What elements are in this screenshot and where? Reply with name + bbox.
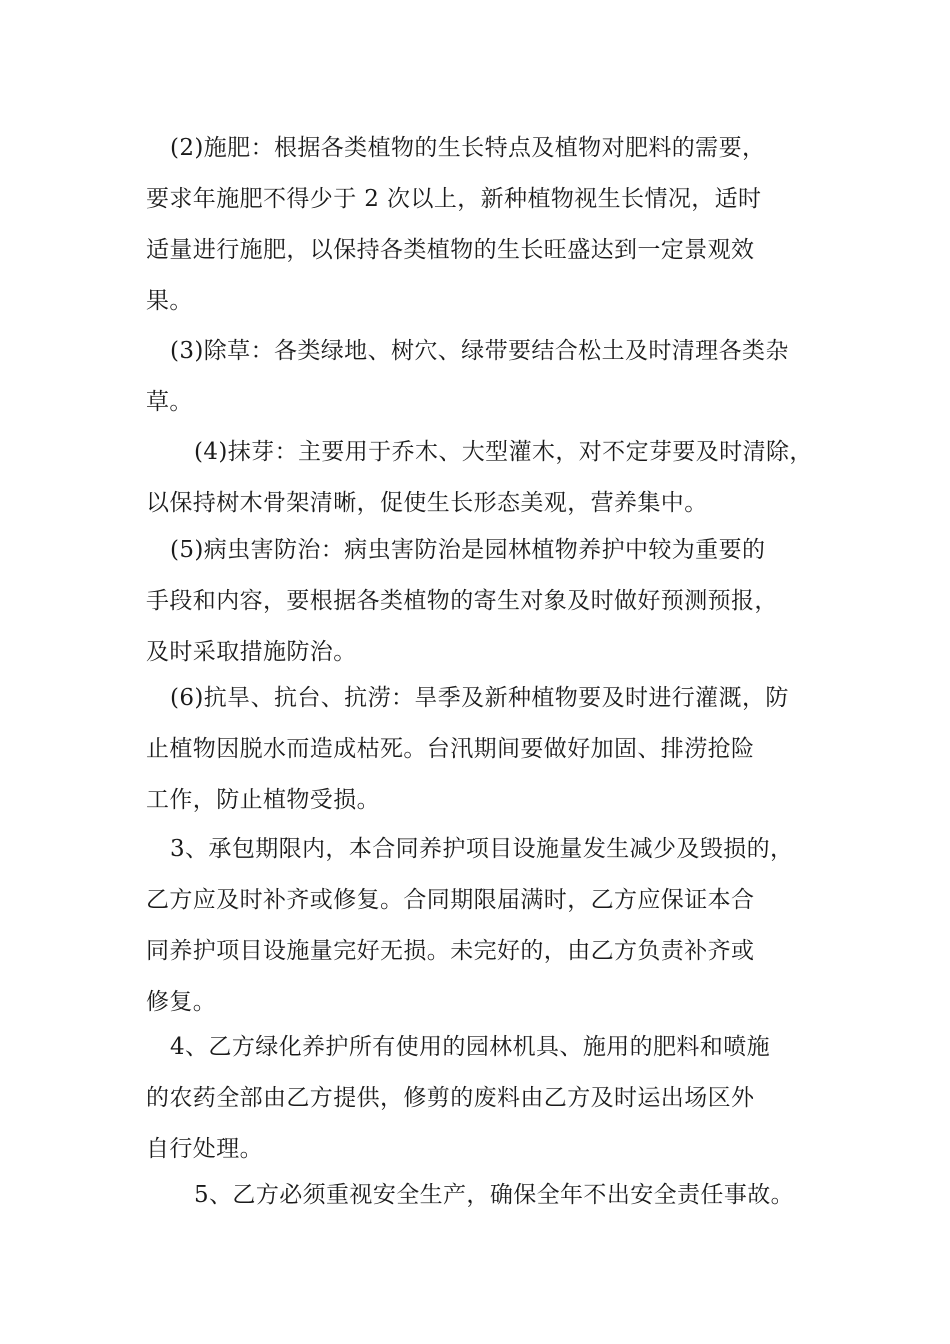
- text-line: 草。: [146, 389, 193, 415]
- text-line: 3、承包期限内，本合同养护项目设施量发生减少及毁损的，: [170, 836, 794, 862]
- paragraph-drought-typhoon-flood: [146, 673, 846, 826]
- text-line: (5)病虫害防治：病虫害防治是园林植物养护中较为重要的: [170, 537, 766, 563]
- text-line: 同养护项目设施量完好无损。未完好的，由乙方负责补齐或: [146, 938, 755, 964]
- paragraph-weeding: [146, 326, 846, 428]
- text-line: 适量进行施肥，以保持各类植物的生长旺盛达到一定景观效: [146, 237, 755, 263]
- paragraph-bud-removal: [146, 427, 846, 529]
- paragraph-clause-4: [146, 1022, 846, 1175]
- text-line: 手段和内容，要根据各类植物的寄生对象及时做好预测预报，: [146, 588, 778, 614]
- text-line: 止植物因脱水而造成枯死。台汛期间要做好加固、排涝抢险: [146, 736, 755, 762]
- text-line: (6)抗旱、抗台、抗涝：旱季及新种植物要及时进行灌溉，防: [170, 685, 789, 711]
- text-line: 自行处理。: [146, 1136, 263, 1162]
- text-line: (2)施肥：根据各类植物的生长特点及植物对肥料的需要，: [170, 135, 766, 161]
- text-line: 及时采取措施防治。: [146, 639, 357, 665]
- text-line: 以保持树木骨架清晰，促使生长形态美观，营养集中。: [146, 490, 708, 516]
- paragraph-clause-5: [146, 1170, 846, 1221]
- paragraph-clause-3: [146, 824, 846, 1028]
- paragraph-fertilizing: [146, 123, 846, 327]
- text-line: 工作，防止植物受损。: [146, 787, 380, 813]
- text-line: (3)除草：各类绿地、树穴、绿带要结合松土及时清理各类杂: [170, 338, 789, 364]
- text-line: 5、乙方必须重视安全生产，确保全年不出安全责任事故。: [194, 1182, 795, 1208]
- text-line: 修复。: [146, 989, 217, 1015]
- text-line: 乙方应及时补齐或修复。合同期限届满时，乙方应保证本合: [146, 887, 755, 913]
- text-line: 要求年施肥不得少于 2 次以上，新种植物视生长情况，适时: [146, 186, 762, 212]
- paragraph-pest-control: [146, 525, 846, 678]
- text-line: 4、乙方绿化养护所有使用的园林机具、施用的肥料和喷施: [170, 1034, 771, 1060]
- text-line: (4)抹芽：主要用于乔木、大型灌木，对不定芽要及时清除，: [194, 439, 813, 465]
- text-line: 果。: [146, 288, 193, 314]
- text-line: 的农药全部由乙方提供，修剪的废料由乙方及时运出场区外: [146, 1085, 755, 1111]
